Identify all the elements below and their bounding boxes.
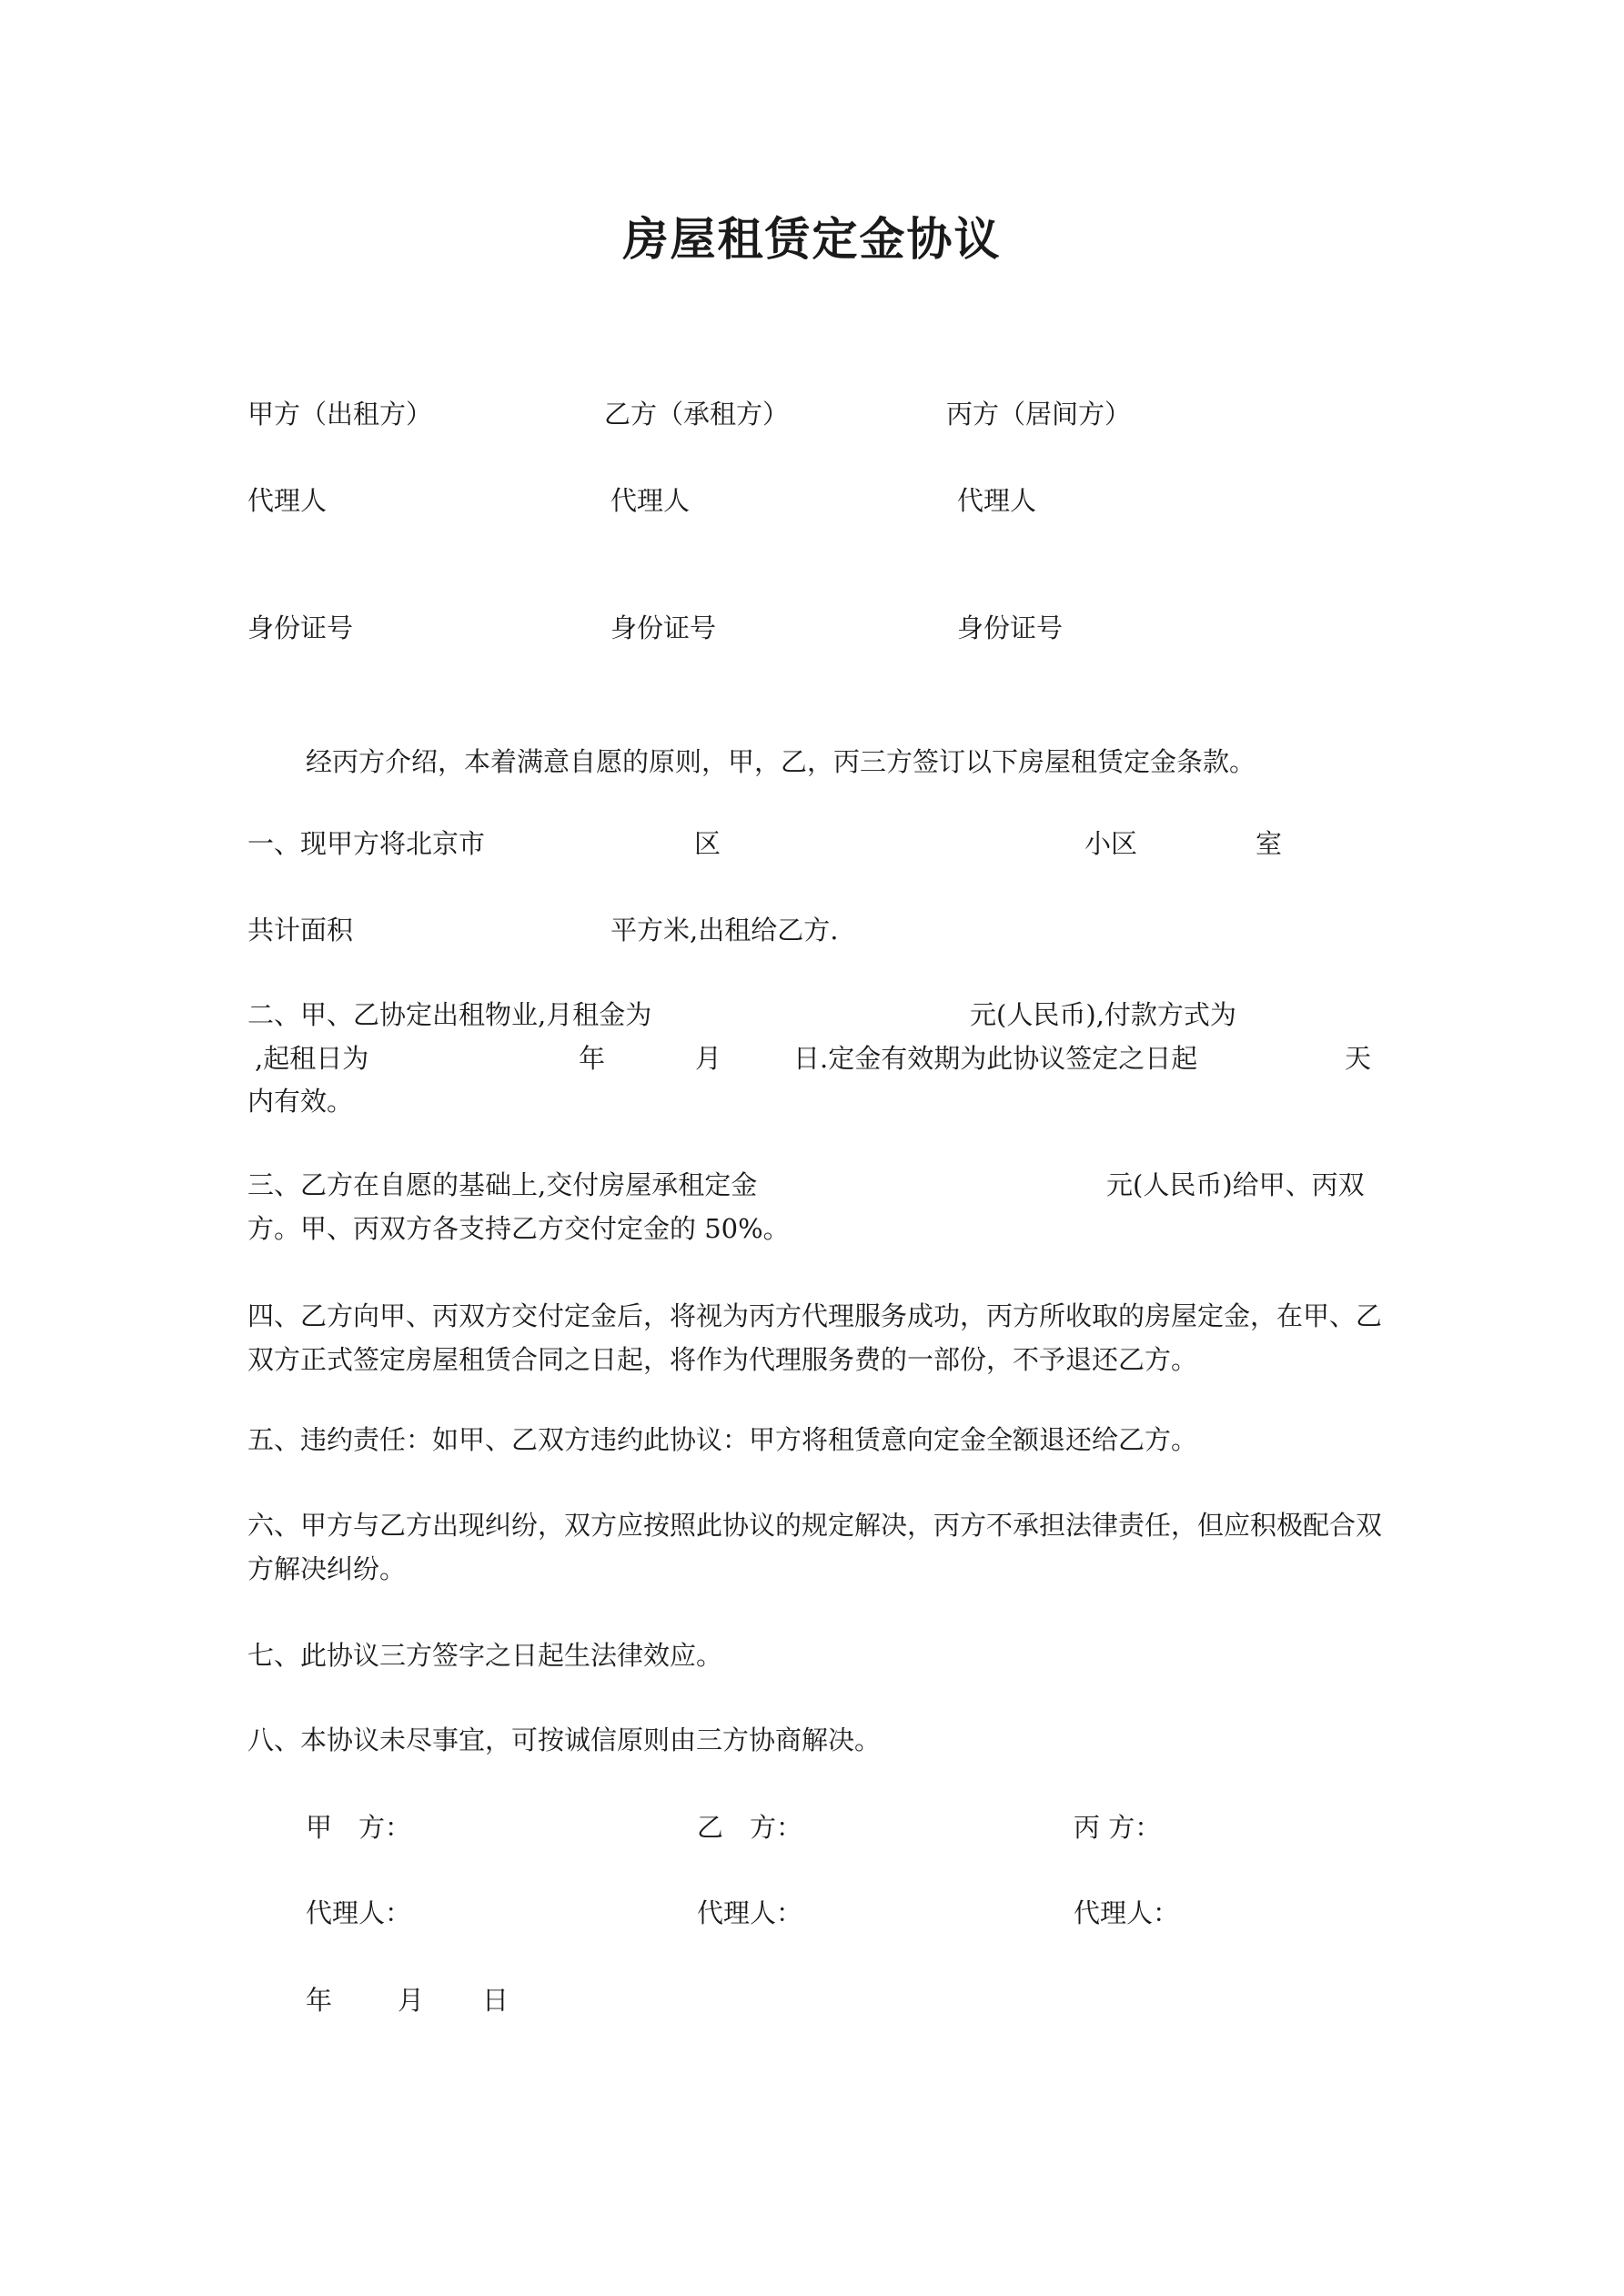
clause-1-area-suffix: 平方米,出租给乙方. bbox=[610, 915, 839, 946]
clause-2-currency-payment: 元(人民币),付款方式为 bbox=[970, 999, 1236, 1030]
intro-paragraph: 经丙方介绍，本着满意自愿的原则，甲，乙，丙三方签订以下房屋租赁定金条款。 bbox=[306, 746, 1256, 777]
party-a-label: 甲方（出租方） bbox=[247, 399, 433, 430]
party-b-id-label: 身份证号 bbox=[610, 612, 717, 643]
clause-1-district: 区 bbox=[694, 828, 721, 859]
clause-1-area-label: 共计面积 bbox=[247, 915, 354, 946]
clause-6: 六、甲方与乙方出现纠纷，双方应按照此协议的规定解决，丙方不承担法律责任，但应积极配合双方解决纠纷。 bbox=[247, 1510, 1383, 1584]
clause-7: 七、此协议三方签字之日起生法律效应。 bbox=[247, 1640, 723, 1671]
signature-agent-c: 代理人： bbox=[1074, 1897, 1180, 1928]
clause-1-community: 小区 bbox=[1084, 828, 1138, 859]
signature-date-year: 年 bbox=[306, 1985, 333, 2016]
party-c-id-label: 身份证号 bbox=[957, 612, 1064, 643]
signature-party-a: 甲 方： bbox=[306, 1812, 412, 1843]
document-title: 房屋租赁定金协议 bbox=[622, 212, 1002, 266]
clause-8: 八、本协议未尽事宜，可按诚信原则由三方协商解决。 bbox=[247, 1725, 882, 1755]
clause-5: 五、违约责任：如甲、乙双方违约此协议：甲方将租赁意向定金全额退还给乙方。 bbox=[247, 1424, 1198, 1455]
clause-1-room: 室 bbox=[1256, 828, 1283, 859]
signature-party-b: 乙 方： bbox=[697, 1812, 803, 1843]
signature-date-day: 日 bbox=[482, 1985, 509, 2016]
party-a-id-label: 身份证号 bbox=[247, 612, 354, 643]
party-c-label: 丙方（居间方） bbox=[946, 399, 1132, 430]
party-b-label: 乙方（承租方） bbox=[604, 399, 790, 430]
clause-2-month: 月 bbox=[695, 1043, 722, 1074]
signature-agent-b: 代理人： bbox=[697, 1897, 803, 1928]
signature-agent-a: 代理人： bbox=[306, 1897, 412, 1928]
signature-party-c: 丙 方： bbox=[1074, 1812, 1162, 1843]
clause-3-currency: 元(人民币)给甲、丙双 bbox=[1106, 1169, 1365, 1200]
clause-3-tail: 方。甲、丙双方各支持乙方交付定金的 50%。 bbox=[247, 1213, 790, 1244]
clause-1-prefix: 一、现甲方将北京市 bbox=[247, 828, 486, 859]
signature-date-month: 月 bbox=[398, 1985, 425, 2016]
clause-2-prefix: 二、甲、乙协定出租物业,月租金为 bbox=[247, 999, 652, 1030]
clause-2-start-label: ,起租日为 bbox=[255, 1043, 369, 1074]
clause-2-year: 年 bbox=[579, 1043, 606, 1074]
party-a-agent-label: 代理人 bbox=[247, 485, 328, 516]
clause-4: 四、乙方向甲、丙双方交付定金后，将视为丙方代理服务成功，丙方所收取的房屋定金，在甲、乙双方正式签定房屋租赁合同之日起，将作为代理服务费的一部份，不予退还乙方。 bbox=[247, 1300, 1383, 1375]
party-b-agent-label: 代理人 bbox=[610, 485, 691, 516]
clause-2-days: 天 bbox=[1345, 1043, 1372, 1074]
clause-2-tail: 内有效。 bbox=[247, 1086, 354, 1117]
clause-2-day-validity: 日.定金有效期为此协议签定之日起 bbox=[793, 1043, 1198, 1074]
clause-3-prefix: 三、乙方在自愿的基础上,交付房屋承租定金 bbox=[247, 1169, 758, 1200]
party-c-agent-label: 代理人 bbox=[957, 485, 1037, 516]
